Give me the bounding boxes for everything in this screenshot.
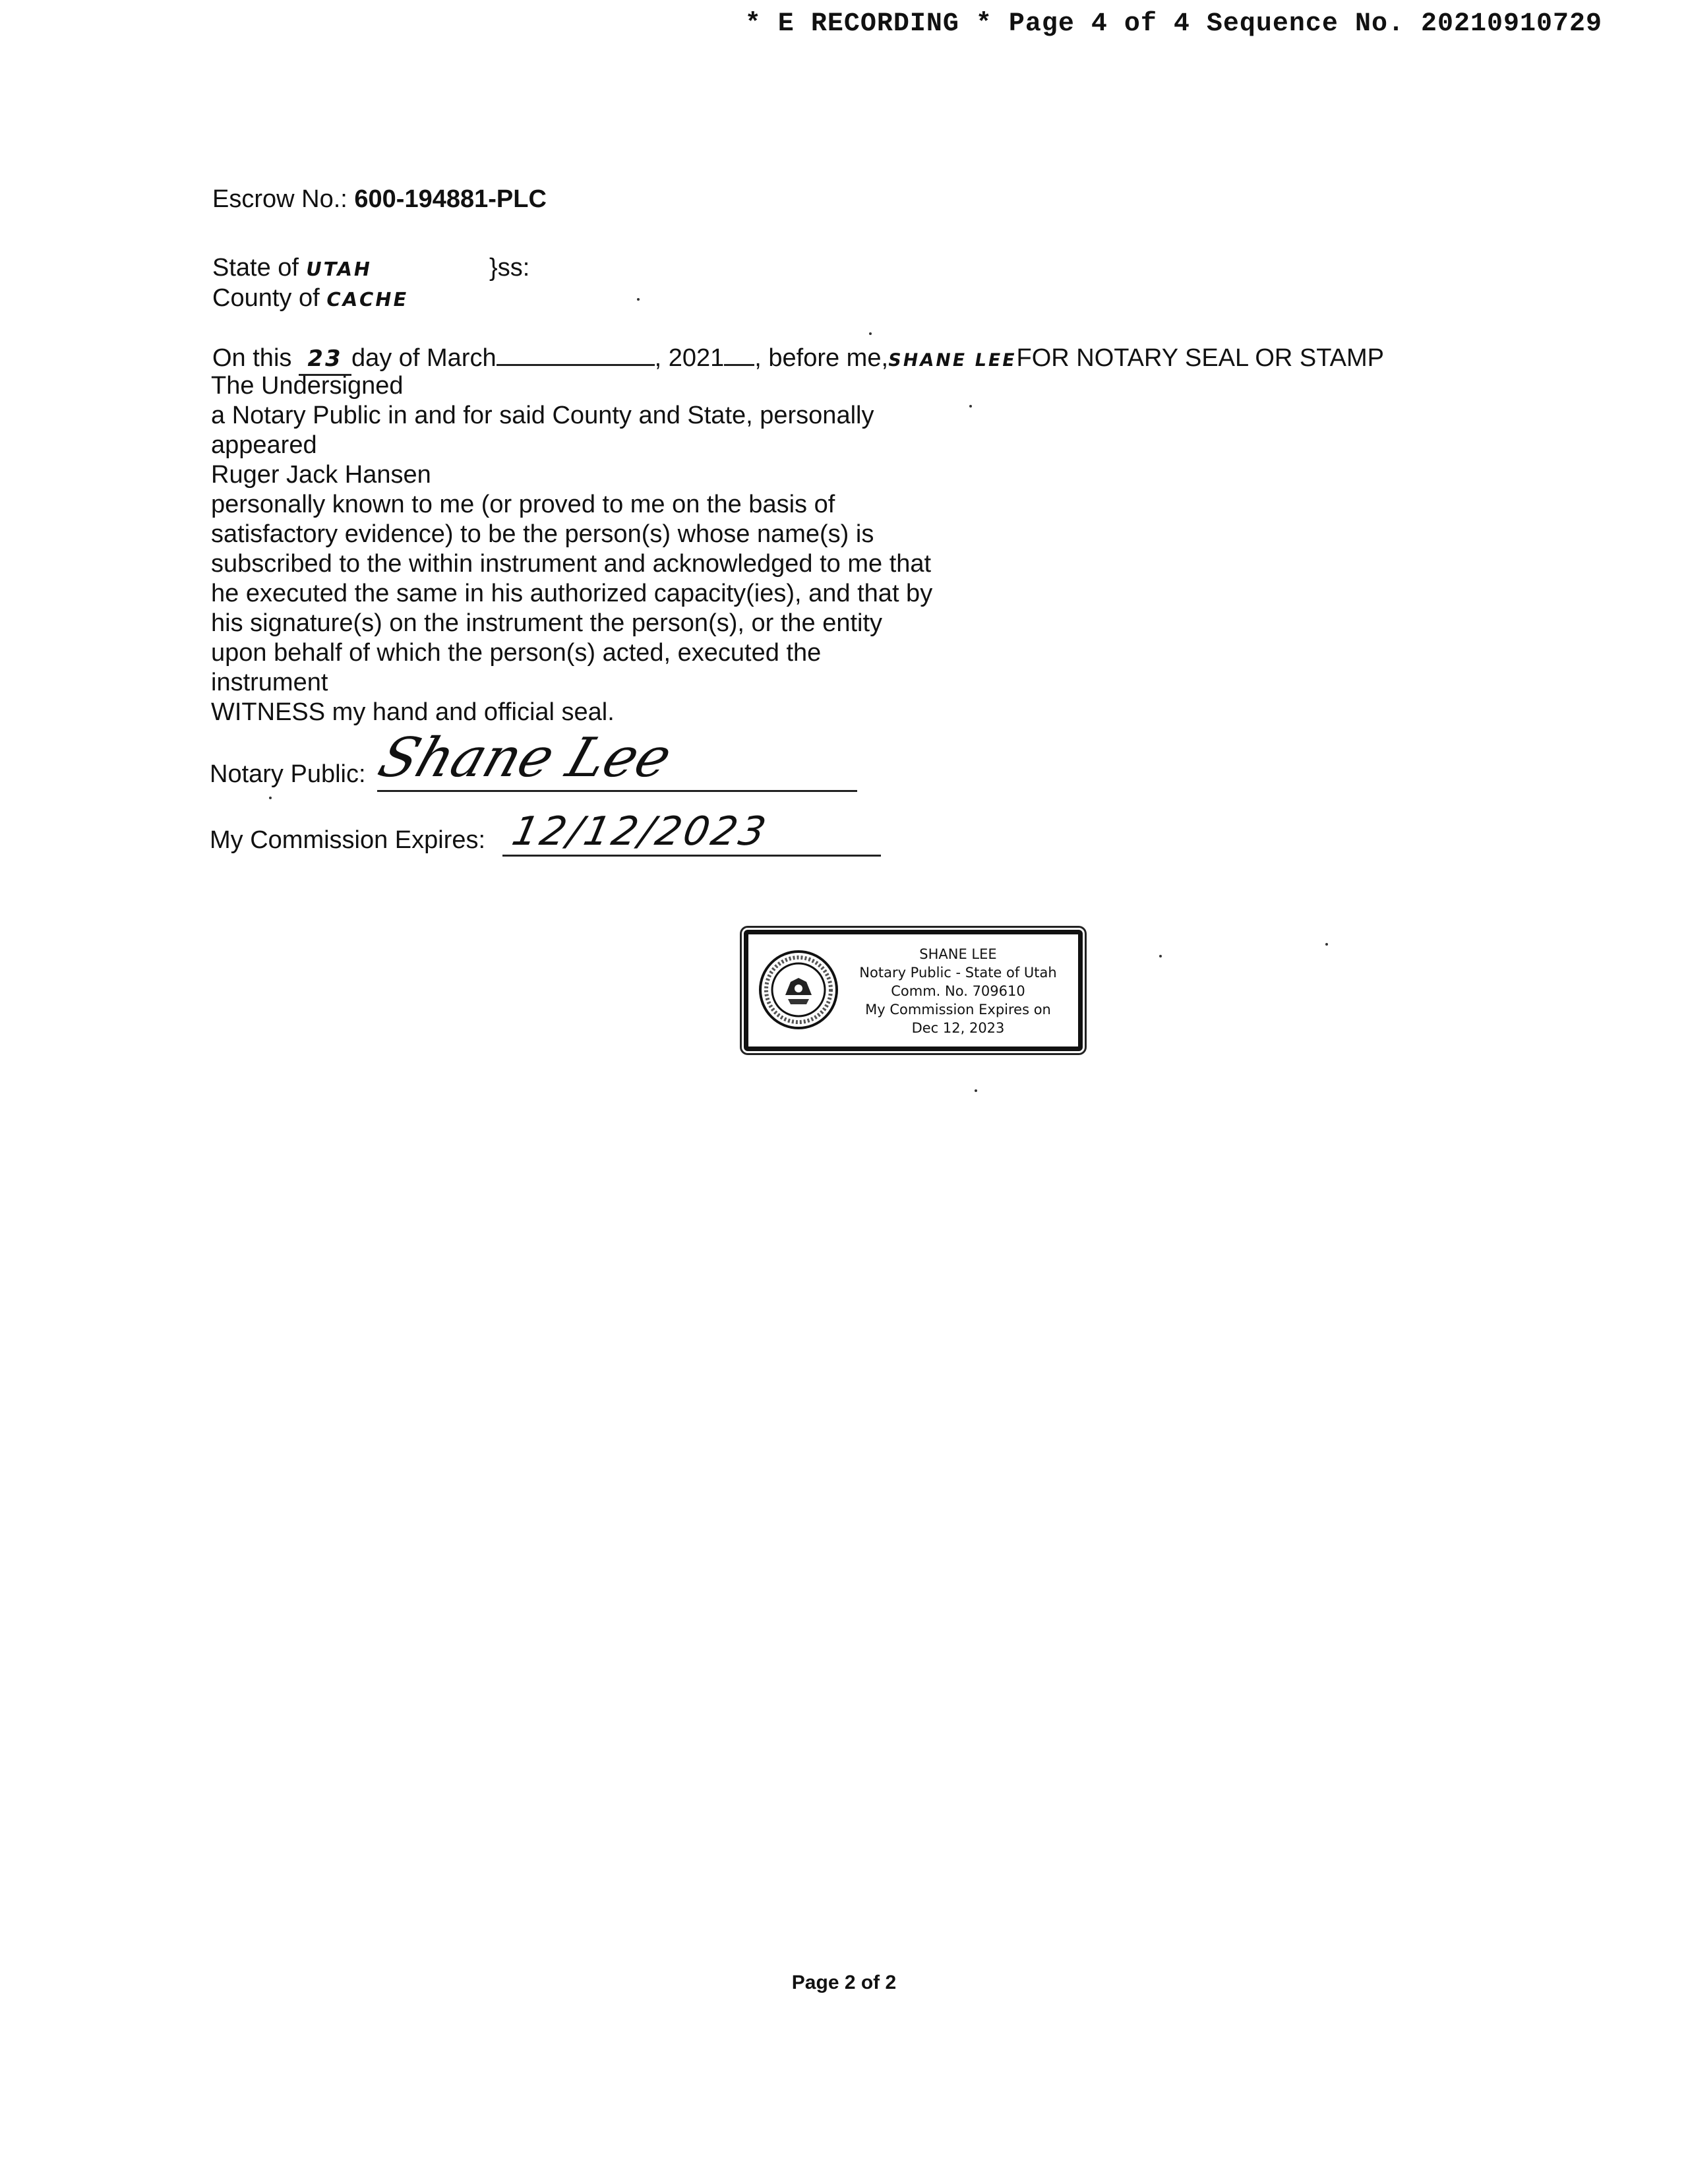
day-handwritten-value: 23 <box>305 346 346 372</box>
body-line: a Notary Public in and for said County and State, personally <box>211 402 874 429</box>
page-footer: Page 2 of 2 <box>791 1972 897 1993</box>
signer-name: Ruger Jack Hansen <box>211 461 431 489</box>
county-line <box>212 284 411 315</box>
state-seal-icon <box>758 949 839 1031</box>
body-line: satisfactory evidence) to be the person(s) whose name(s) is <box>211 520 874 548</box>
before-me-text: , before me, <box>754 344 889 372</box>
body-line: personally known to me (or proved to me on the basis of <box>211 491 835 518</box>
seal-instruction-text: FOR NOTARY SEAL OR STAMP <box>1016 344 1384 372</box>
stamp-line: Notary Public - State of Utah <box>859 965 1057 981</box>
escrow-label: Escrow No.: <box>212 185 347 213</box>
body-line: he executed the same in his authorized capacity(ies), and that by <box>211 580 933 607</box>
escrow-line <box>212 185 547 214</box>
state-label: State of <box>212 254 299 282</box>
notary-name-handwritten: SHANE LEE <box>886 350 1019 371</box>
stamp-line: My Commission Expires on <box>865 1002 1051 1017</box>
commission-expires-line <box>502 855 881 857</box>
notary-stamp <box>744 930 1083 1051</box>
body-line: subscribed to the within instrument and acknowledged to me that <box>211 550 932 578</box>
scan-speck <box>269 797 272 799</box>
stamp-line: Dec 12, 2023 <box>911 1020 1005 1036</box>
notary-signature-text: Shane Lee <box>371 727 680 789</box>
commission-date-handwritten <box>508 808 773 855</box>
notary-public-label: Notary Public: <box>210 760 366 788</box>
body-line: instrument <box>211 669 328 696</box>
year-text: , 2021 <box>654 344 725 372</box>
county-label: County of <box>212 284 320 312</box>
body-line: appeared <box>211 431 317 459</box>
scan-speck <box>869 332 872 335</box>
state-line <box>212 253 374 284</box>
state-handwritten-value: UTAH <box>303 258 374 280</box>
day-of-month-text: day of March <box>351 344 497 372</box>
body-line: upon behalf of which the person(s) acted, executed the <box>211 639 822 667</box>
acknowledgment-body <box>211 371 932 727</box>
on-this-text: On this <box>212 344 292 372</box>
scan-speck <box>1159 955 1162 957</box>
commission-date-text: 12/12/2023 <box>508 808 773 855</box>
month-blank <box>497 342 655 366</box>
scan-speck <box>975 1089 977 1092</box>
notary-signature-line <box>377 790 857 792</box>
scan-speck <box>1325 943 1328 946</box>
ss-mark: }ss: <box>489 254 530 282</box>
body-line: his signature(s) on the instrument the person(s), or the entity <box>211 609 883 637</box>
scan-speck <box>637 298 640 301</box>
year-blank <box>724 342 754 366</box>
scan-speck <box>969 405 972 408</box>
recording-header: * E RECORDING * Page 4 of 4 Sequence No. 20210910729 <box>744 9 1602 39</box>
notary-signature <box>371 727 680 789</box>
escrow-number: 600-194881-PLC <box>354 185 547 213</box>
stamp-text <box>846 945 1070 1037</box>
stamp-line: SHANE LEE <box>919 946 997 962</box>
stamp-line: Comm. No. 709610 <box>891 983 1025 999</box>
body-line: The Undersigned <box>211 372 404 400</box>
commission-expires-label: My Commission Expires: <box>210 826 486 854</box>
witness-line: WITNESS my hand and official seal. <box>211 698 615 726</box>
county-handwritten-value: CACHE <box>324 288 411 311</box>
